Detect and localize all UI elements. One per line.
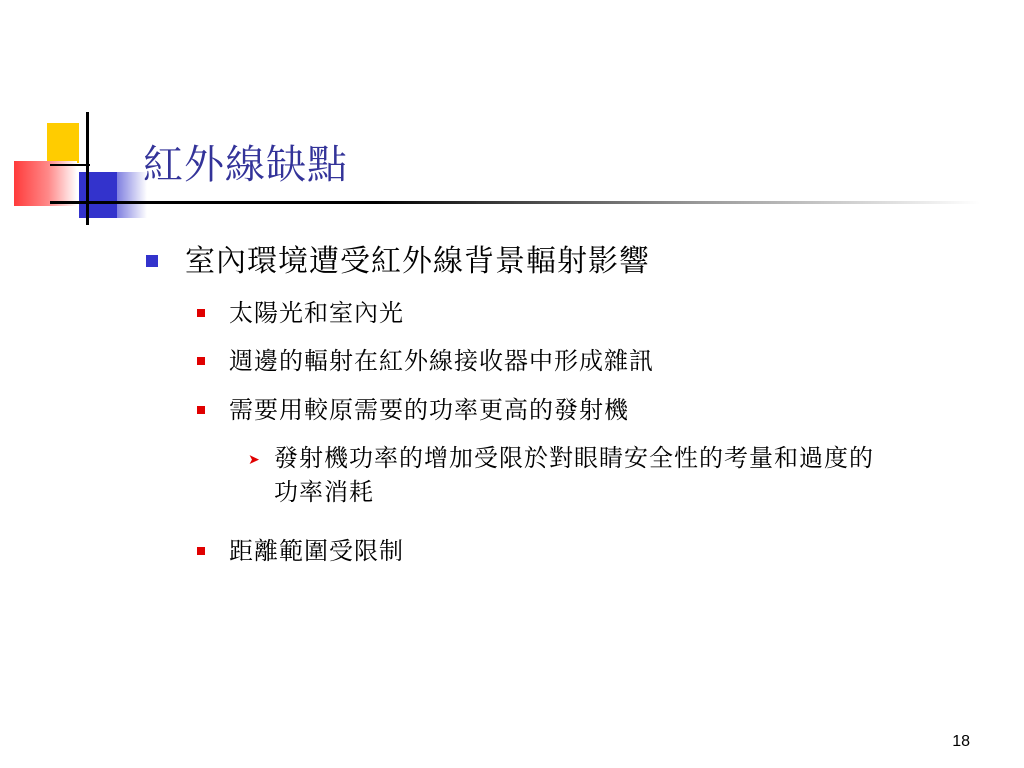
title-underline-rule bbox=[50, 201, 980, 204]
sub-bullet-text: 週邊的輻射在紅外線接收器中形成雜訊 bbox=[229, 347, 654, 375]
bullet-level1-text: 室內環境遭受紅外線背景輻射影響 bbox=[185, 244, 650, 279]
sub-bullet-square-icon bbox=[197, 357, 205, 365]
short-horizontal-rule bbox=[50, 164, 90, 166]
bullet-square-icon bbox=[146, 255, 158, 267]
sub-sub-bullet-text: 發射機功率的增加受限於對眼睛安全性的考量和過度的功率消耗 bbox=[274, 444, 874, 506]
sub-bullet-square-icon bbox=[197, 547, 205, 555]
yellow-square-decoration bbox=[47, 123, 79, 163]
page-number: 18 bbox=[952, 733, 970, 750]
sub-bullet-square-icon bbox=[197, 406, 205, 414]
sub-bullet-text: 需要用較原需要的功率更高的發射機 bbox=[229, 396, 629, 424]
chevron-right-icon: ➤ bbox=[248, 452, 260, 468]
sub-bullet-square-icon bbox=[197, 309, 205, 317]
page-title: 紅外線缺點 bbox=[143, 142, 348, 188]
red-gradient-square-decoration bbox=[14, 161, 77, 206]
sub-bullet-text: 太陽光和室內光 bbox=[229, 299, 404, 327]
sub-bullet-text: 距離範圍受限制 bbox=[229, 537, 404, 565]
blue-square-decoration bbox=[79, 172, 117, 218]
vertical-rule bbox=[86, 112, 89, 225]
